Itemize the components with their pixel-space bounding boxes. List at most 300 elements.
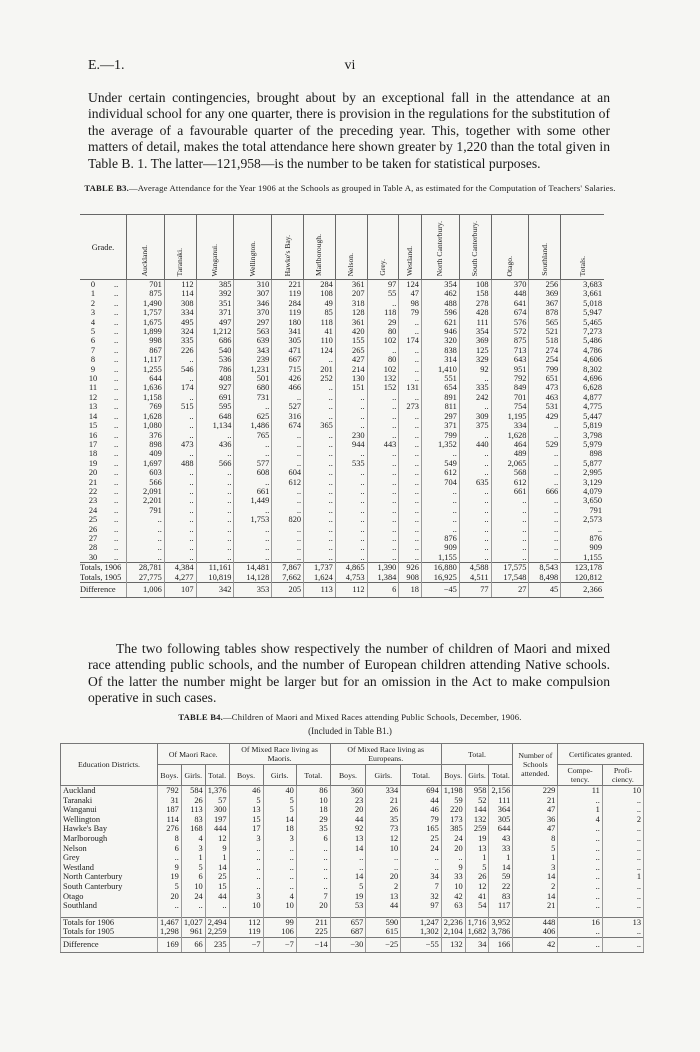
cell: 849: [491, 383, 529, 392]
cell: ..: [459, 449, 491, 458]
cell: 54: [465, 901, 489, 911]
grade-number: 9: [90, 364, 96, 374]
cell: 680: [234, 383, 272, 392]
cell: 608: [234, 468, 272, 477]
cell: ..: [367, 431, 399, 440]
table-row: [80, 525, 604, 534]
table-row: [61, 796, 644, 806]
leader-dots: ..: [114, 336, 119, 346]
cell: ..: [421, 525, 459, 534]
cell: 639: [234, 336, 272, 345]
cell: 495: [164, 318, 196, 327]
cell: 20: [296, 901, 330, 911]
cell: −7: [263, 937, 296, 952]
col-header-label: Nelson.: [346, 252, 356, 276]
col-header: [304, 215, 336, 280]
group-total: Total.: [441, 744, 513, 765]
leader-dots: ..: [114, 524, 119, 534]
cell: 44: [330, 815, 366, 825]
cell: 73: [366, 824, 401, 834]
col-schools-attended: Number of Schools attended.: [513, 744, 558, 786]
row-label: Wellington: [61, 815, 158, 825]
cell: 2,156: [489, 786, 513, 796]
cell: ..: [272, 449, 304, 458]
cell: ..: [399, 393, 422, 402]
cell: 572: [491, 327, 529, 336]
cell: 119: [272, 289, 304, 298]
cell: ..: [399, 374, 422, 383]
cell: 174: [399, 336, 422, 345]
cell: 674: [491, 308, 529, 317]
cell: ..: [330, 863, 366, 873]
cell: ..: [558, 834, 603, 844]
cell: ..: [263, 853, 296, 863]
cell: 612: [421, 468, 459, 477]
col-header: [399, 215, 422, 280]
cell: 59: [441, 796, 465, 806]
cell: 1,628: [491, 431, 529, 440]
cell: ..: [558, 882, 603, 892]
cell: 18: [263, 824, 296, 834]
cell: 110: [304, 336, 336, 345]
row-label: Auckland: [61, 786, 158, 796]
cell: 448: [513, 917, 558, 927]
cell: ..: [304, 487, 336, 496]
cell: 7: [296, 892, 330, 902]
cell: 8,498: [529, 573, 561, 583]
cell: 361: [335, 280, 367, 290]
cell: 701: [491, 393, 529, 402]
cell: 5: [181, 863, 205, 873]
cell: 18: [399, 583, 422, 598]
cell: 365: [304, 421, 336, 430]
cell: 1: [489, 853, 513, 863]
cell: 429: [529, 412, 561, 421]
table-row: [61, 882, 644, 892]
table-row: [80, 308, 604, 317]
cell: 1,624: [304, 573, 336, 583]
cell: 7,662: [272, 573, 304, 583]
cell: ..: [459, 459, 491, 468]
cell: 21: [513, 901, 558, 911]
cell: 8: [513, 834, 558, 844]
cell: ..: [459, 374, 491, 383]
cell: 14,481: [234, 563, 272, 573]
cell: 114: [164, 289, 196, 298]
cell: 2,201: [127, 496, 165, 505]
table-row: [80, 327, 604, 336]
cell: 369: [459, 336, 491, 345]
cell: ..: [263, 882, 296, 892]
cell: ..: [164, 534, 196, 543]
cell: 838: [421, 346, 459, 355]
cell: ..: [399, 421, 422, 430]
cell: ..: [367, 496, 399, 505]
col-header: [272, 215, 304, 280]
cell: 686: [196, 336, 234, 345]
cell: 3,952: [489, 917, 513, 927]
cell: 1,410: [421, 365, 459, 374]
cell: 102: [367, 336, 399, 345]
cell: 278: [459, 299, 491, 308]
leader-dots: ..: [114, 515, 119, 525]
cell: 59: [489, 872, 513, 882]
cell: 1,212: [196, 327, 234, 336]
cell: ..: [164, 355, 196, 364]
cell: ..: [367, 459, 399, 468]
table-row: [61, 786, 644, 796]
cell: 529: [529, 440, 561, 449]
cell: ..: [558, 853, 603, 863]
subcol-girls: Girls.: [181, 765, 205, 786]
cell: 242: [459, 393, 491, 402]
cell: 4,277: [164, 573, 196, 583]
subcol-proficiency: Profi-ciency.: [602, 765, 643, 786]
grade-number: 15: [88, 421, 98, 431]
cell: 169: [158, 937, 182, 952]
row-label: Difference: [61, 937, 158, 952]
row-label: Nelson: [61, 844, 158, 854]
cell: 687: [330, 927, 366, 937]
cell: 201: [304, 365, 336, 374]
cell: ..: [272, 525, 304, 534]
cell: 11,161: [196, 563, 234, 573]
cell: 26: [465, 872, 489, 882]
cell: 41: [304, 327, 336, 336]
subcol-boys: Boys.: [330, 765, 366, 786]
cell: 14: [513, 892, 558, 902]
cell: 891: [421, 393, 459, 402]
cell: 10: [296, 796, 330, 806]
cell: 77: [459, 583, 491, 598]
cell: 334: [164, 308, 196, 317]
cell: 1,737: [304, 563, 336, 573]
cell: 4,696: [561, 374, 604, 383]
table-row: [61, 853, 644, 863]
cell: 97: [401, 901, 442, 911]
leader-dots: ..: [114, 280, 119, 289]
cell: 117: [489, 901, 513, 911]
cell: 497: [196, 318, 234, 327]
cell: 898: [127, 440, 165, 449]
cell: ..: [234, 543, 272, 552]
cell: 5,979: [561, 440, 604, 449]
cell: ..: [304, 459, 336, 468]
cell: 92: [459, 365, 491, 374]
grade-number: 13: [88, 402, 98, 412]
row-label: [80, 412, 127, 421]
cell: 657: [330, 917, 366, 927]
cell: 118: [304, 318, 336, 327]
cell: ..: [421, 449, 459, 458]
cell: ..: [304, 515, 336, 524]
cell: ..: [459, 402, 491, 411]
cell: ..: [127, 553, 165, 563]
cell: ..: [459, 506, 491, 515]
col-header-label: Grade.: [91, 242, 115, 252]
cell: 46: [401, 805, 442, 815]
cell: ..: [158, 901, 182, 911]
subcol-girls: Girls.: [263, 765, 296, 786]
cell: 14,128: [234, 573, 272, 583]
cell: 47: [399, 289, 422, 298]
cell: 335: [164, 336, 196, 345]
cell: 427: [335, 355, 367, 364]
cell: 4: [558, 815, 603, 825]
cell: 4,775: [561, 402, 604, 411]
cell: 464: [491, 440, 529, 449]
cell: 666: [529, 487, 561, 496]
grade-number: 26: [88, 524, 98, 534]
cell: 1,134: [196, 421, 234, 430]
cell: ..: [399, 327, 422, 336]
cell: ..: [459, 553, 491, 563]
cell: 2: [602, 815, 643, 825]
cell: 17: [229, 824, 263, 834]
cell: 811: [421, 402, 459, 411]
cell: 875: [127, 289, 165, 298]
leader-dots: ..: [114, 505, 119, 515]
table-row: [61, 824, 644, 834]
row-label: [80, 374, 127, 383]
cell: 1,449: [234, 496, 272, 505]
cell: 10: [366, 844, 401, 854]
cell: 5: [158, 882, 182, 892]
cell: ..: [491, 553, 529, 563]
cell: ..: [272, 487, 304, 496]
cell: ..: [127, 543, 165, 552]
cell: ..: [196, 506, 234, 515]
subcol-boys: Boys.: [441, 765, 465, 786]
cell: 5: [330, 882, 366, 892]
cell: 3,129: [561, 478, 604, 487]
cell: 334: [491, 421, 529, 430]
table-row: [61, 863, 644, 873]
cell: 5,018: [561, 299, 604, 308]
cell: 33: [441, 872, 465, 882]
cell: 80: [367, 355, 399, 364]
cell: ..: [529, 449, 561, 458]
cell: ..: [366, 863, 401, 873]
cell: ..: [164, 374, 196, 383]
cell: ..: [602, 927, 643, 937]
grade-number: 2: [90, 298, 96, 308]
grade-number: 0: [90, 280, 96, 289]
cell: ..: [164, 487, 196, 496]
cell: ..: [330, 853, 366, 863]
cell: 361: [335, 318, 367, 327]
cell: ..: [558, 824, 603, 834]
cell: 875: [491, 336, 529, 345]
cell: ..: [459, 487, 491, 496]
cell: 1,195: [491, 412, 529, 421]
cell: ..: [272, 431, 304, 440]
cell: ..: [459, 496, 491, 505]
cell: 128: [335, 308, 367, 317]
cell: ..: [272, 393, 304, 402]
cell: ..: [491, 525, 529, 534]
cell: 27,775: [127, 573, 165, 583]
col-education-districts: Education Districts.: [61, 744, 158, 786]
col-header: [196, 215, 234, 280]
cell: 252: [304, 374, 336, 383]
cell: ..: [196, 449, 234, 458]
col-header: [561, 215, 604, 280]
cell: 108: [459, 280, 491, 290]
cell: ..: [158, 853, 182, 863]
col-header: [234, 215, 272, 280]
cell: 1,158: [127, 393, 165, 402]
table-b4-title: —Children of Maori and Mixed Races attending Public Schools, December, 1906.: [222, 712, 522, 722]
cell: 515: [164, 402, 196, 411]
cell: 220: [441, 805, 465, 815]
cell: 33: [489, 844, 513, 854]
cell: 305: [489, 815, 513, 825]
col-header-label: Wellington.: [247, 240, 257, 276]
cell: 392: [196, 289, 234, 298]
leader-dots: ..: [114, 421, 119, 431]
cell: 488: [164, 459, 196, 468]
cell: 958: [465, 786, 489, 796]
cell: ..: [181, 901, 205, 911]
cell: 440: [459, 440, 491, 449]
cell: 21: [366, 796, 401, 806]
cell: ..: [602, 834, 643, 844]
row-label: [80, 280, 127, 290]
cell: ..: [196, 543, 234, 552]
cell: 132: [441, 937, 465, 952]
cell: ..: [367, 506, 399, 515]
cell: ..: [367, 525, 399, 534]
cell: 4,588: [459, 563, 491, 573]
cell: ..: [529, 553, 561, 563]
cell: 36: [513, 815, 558, 825]
cell: 6: [367, 583, 399, 598]
cell: 566: [127, 478, 165, 487]
cell: 28,781: [127, 563, 165, 573]
cell: ..: [399, 412, 422, 421]
totals-row: [61, 927, 644, 937]
cell: 4: [263, 892, 296, 902]
cell: 518: [529, 336, 561, 345]
cell: 119: [272, 308, 304, 317]
cell: ..: [164, 543, 196, 552]
cell: ..: [272, 553, 304, 563]
cell: ..: [304, 478, 336, 487]
cell: 44: [366, 901, 401, 911]
cell: 221: [272, 280, 304, 290]
cell: ..: [304, 496, 336, 505]
cell: 108: [304, 289, 336, 298]
cell: ..: [263, 863, 296, 873]
cell: 6,628: [561, 383, 604, 392]
table-b3-caption: [80, 183, 620, 194]
cell: −14: [296, 937, 330, 952]
grade-number: 14: [88, 411, 98, 421]
table-row: [80, 346, 604, 355]
cell: ..: [335, 496, 367, 505]
cell: ..: [401, 863, 442, 873]
table-b4-caption: [80, 712, 620, 723]
cell: ..: [335, 534, 367, 543]
cell: ..: [399, 506, 422, 515]
cell: ..: [234, 402, 272, 411]
col-header-label: Auckland.: [140, 244, 150, 276]
cell: 235: [205, 937, 229, 952]
table-row: [80, 355, 604, 364]
cell: 25: [205, 872, 229, 882]
cell: 1: [465, 853, 489, 863]
cell: 341: [272, 327, 304, 336]
cell: ..: [164, 449, 196, 458]
cell: 112: [229, 917, 263, 927]
cell: ..: [421, 496, 459, 505]
cell: 765: [234, 431, 272, 440]
row-label: [80, 318, 127, 327]
row-label: [80, 478, 127, 487]
cell: 34: [465, 937, 489, 952]
table-row: [61, 872, 644, 882]
cell: 488: [421, 299, 459, 308]
cell: 1,384: [367, 573, 399, 583]
page-header: [88, 58, 612, 76]
cell: ..: [561, 525, 604, 534]
table-row: [61, 815, 644, 825]
cell: 489: [491, 449, 529, 458]
cell: 79: [399, 308, 422, 317]
cell: 576: [491, 318, 529, 327]
grade-number: 19: [88, 458, 98, 468]
table-row: [80, 421, 604, 430]
cell: ..: [399, 440, 422, 449]
cell: ..: [421, 515, 459, 524]
cell: 318: [335, 299, 367, 308]
table-b4: [60, 743, 644, 953]
row-label: [80, 431, 127, 440]
cell: 151: [335, 383, 367, 392]
cell: 226: [164, 346, 196, 355]
cell: 2,995: [561, 468, 604, 477]
cell: 946: [421, 327, 459, 336]
cell: 10: [602, 786, 643, 796]
cell: 7,273: [561, 327, 604, 336]
table-row: [80, 440, 604, 449]
cell: 314: [421, 355, 459, 364]
cell: 5,877: [561, 459, 604, 468]
cell: ..: [304, 553, 336, 563]
cell: 98: [399, 299, 422, 308]
cell: 16,880: [421, 563, 459, 573]
cell: 187: [158, 805, 182, 815]
cell: 5: [263, 805, 296, 815]
cell: 1,757: [127, 308, 165, 317]
cell: 3: [263, 834, 296, 844]
cell: 540: [196, 346, 234, 355]
cell: 273: [399, 402, 422, 411]
cell: ..: [296, 853, 330, 863]
cell: 131: [399, 383, 422, 392]
col-header-label: Grey.: [377, 259, 387, 276]
cell: ..: [491, 543, 529, 552]
row-label: [80, 355, 127, 364]
table-row: [80, 374, 604, 383]
cell: 125: [459, 346, 491, 355]
grade-number: 12: [88, 392, 98, 402]
cell: 4,384: [164, 563, 196, 573]
cell: ..: [459, 525, 491, 534]
grade-number: 27: [88, 533, 98, 543]
cell: 297: [421, 412, 459, 421]
